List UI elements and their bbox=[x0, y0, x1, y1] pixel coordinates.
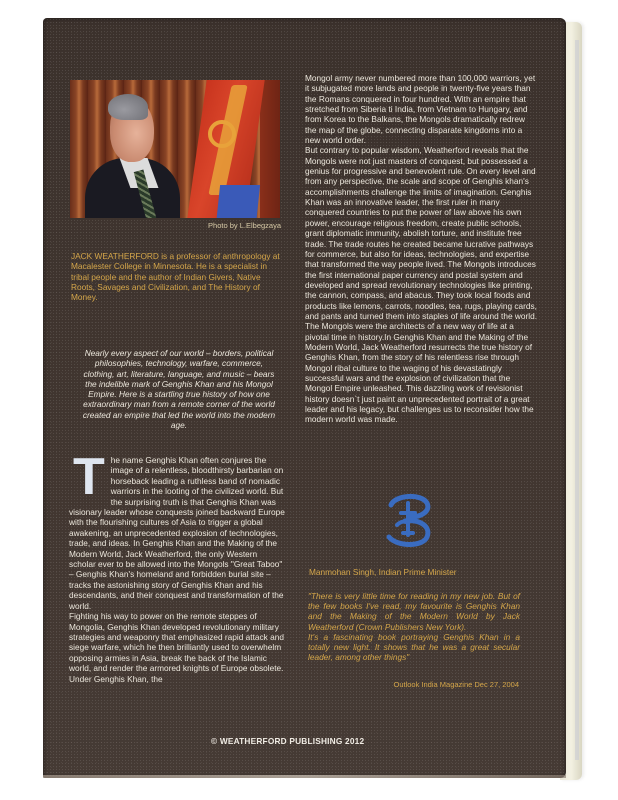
author-bio: JACK WEATHERFORD is a professor of anthropology at Macalester College in Minnesota. He is a specialist in tribal people and the author of Indian Givers, Native Roots, Savages and Civilization, and The History of Money. bbox=[71, 251, 280, 303]
quote-author: Manmohan Singh, Indian Prime Minister bbox=[309, 567, 457, 577]
right-paragraph-1: Mongol army never numbered more than 100,000 warriors, yet it subjugated more lands and people in twenty-five years than the Romans conquered in four hundred. With an empire that stretched from Siberia ti India, from Vietnam to Hungary, and from Korea to the Balkans, the Mongols dramatically redrew the map of the globe, connecting disparate kingdoms into a new world order. bbox=[305, 73, 536, 146]
right-column-text bbox=[305, 73, 537, 425]
flag-soyombo-icon bbox=[208, 120, 236, 148]
book-back-cover bbox=[43, 18, 566, 778]
publisher-monogram-icon bbox=[381, 491, 437, 549]
book-blurb: Nearly every aspect of our world – borders, political philosophies, technology, warfare, commerce, clothing, art, literature, language, and music – bears the indelible mark of Genghis Khan and his Mongol Empire. Here is a startling true history of how one extraordinary man from a remote corner of the world created an empire that led the world into the modern age. bbox=[82, 348, 276, 431]
intro-text bbox=[69, 448, 285, 684]
flag-blue-panel bbox=[216, 185, 260, 218]
author-photo bbox=[70, 80, 280, 218]
photo-credit: Photo by L.Elbegzaya bbox=[208, 221, 281, 230]
copyright-notice: © WEATHERFORD PUBLISHING 2012 bbox=[211, 736, 365, 746]
intro-paragraph-2: Fighting his way to power on the remote steppes of Mongolia, Genghis Khan developed revolutionary military strategies and weaponry that emphasized rapid attack and siege warfare, which he then brilliantly used to overwhelm opposing armies in Asia, break the back of the Islamic world, and render the armored knights of Europe obsolete. Under Genghis Khan, the bbox=[69, 611, 284, 684]
quote-paragraph-1: "There is very little time for reading in my new job. But of the few books I've read, my favourite is Genghis Khan and the Making of the Modern World by Jack Weatherford (Crown Publishers New York). bbox=[308, 591, 520, 632]
right-paragraph-2: But contrary to popular wisdom, Weatherford reveals that the Mongols were not just masters of conquest, but possessed a genius for progressive and benevolent rule. On every level and from any perspective, the scale and scope of Genghis khan's accomplishments challenge the limits of imagination. Genghis Khan was an innovative leader, the first ruler in many conquered countries to put the power of law above his own power, encourage religious freedom, create public schools, grant diplomatic immunity, abolish torture, and institute free trade. The trade routes he created became lucrative pathways for commerce, but also for ideas, technologies, and expertise that transformed the way people lived. The Mongols introduces the first international paper currency and postal system and developed and spread revolutionary technologies like printing, the cannon, compass, and abacus. They took local foods and products like lemons, carrots, noodles, tea, rugs, playing cards, and pants and turned them into staples of life around the world. bbox=[305, 145, 538, 321]
author-hair bbox=[108, 94, 148, 120]
right-paragraph-3: The Mongols were the architects of a new way of life at a pivotal time in history.In Genghis Khan and the Making of the Modern World, Jack Weatherford resurrects the true history of Genghis Khan, from the story of his relentless rise through Mongol ribal culture to the waging of his devastatingly successful wars and the explosion of civilization that the Mongol Empire unleashed. This dazzling work of revisionist history doesn`t just paint an unprecedented portrait of a great leader and his legacy, but challenges us to reconsider how the modern world was made. bbox=[305, 321, 534, 425]
book-page-edge-shadow bbox=[575, 40, 579, 760]
testimonial-quote bbox=[308, 591, 520, 662]
quote-paragraph-2: It's a fascinating book portraying Genghis Khan in a totally new light. It shows that he was a great secular leader, among other things" bbox=[308, 631, 520, 663]
quote-source: Outlook India Magazine Dec 27, 2004 bbox=[393, 680, 519, 689]
curtain bbox=[260, 80, 280, 218]
intro-paragraph-1: he name Genghis Khan often conjures the image of a relentless, bloodthirsty barbarian on horseback leading a ruthless band of nomadic warriors in the looting of the civilized world. But the surprising truth is that Genghis Khan was visionary leader whose conquests joined backward Europe with the flourishing cultures of Asia to trigger a global awakening, an unprecedented explosion of technologies, trade, and ideas. In Genghis Khan and the Making of the Modern World, Jack Weatherford, the only Western scholar ever to be allowed into the Mongols "Great Taboo" – Genghis Khan's homeland and forbidden burial site – tracks the astonishing story of Genghis Khan and his descendants, and their conquest and transformation of the world. bbox=[69, 455, 285, 611]
drop-cap: T bbox=[73, 448, 105, 506]
